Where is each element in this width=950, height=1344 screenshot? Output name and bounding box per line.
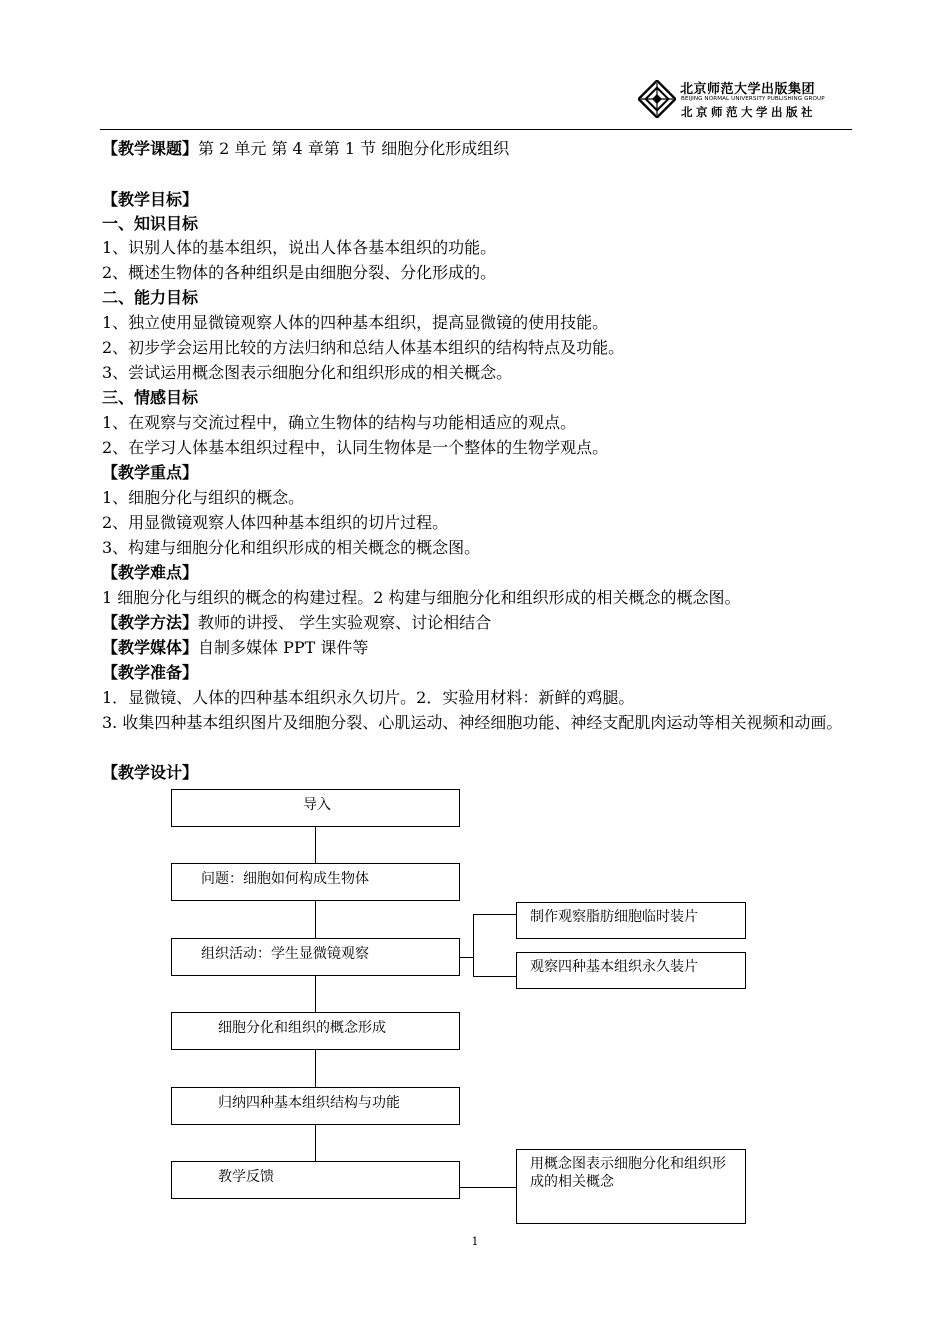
key-point-item: 1、细胞分化与组织的概念。 [102,488,305,507]
ability-heading: 二、能力目标 [102,288,199,307]
flow-connector [315,1125,316,1162]
key-points-heading: 【教学重点】 [102,463,199,482]
ability-item: 1、独立使用显微镜观察人体的四种基本组织，提高显微镜的使用技能。 [102,313,609,332]
flow-connector [315,976,316,1013]
publisher-english-name: BEIJING NORMAL UNIVERSITY PUBLISHING GROUP [681,96,825,102]
preparation-item: 3. 收集四种基本组织图片及细胞分裂、心肌运动、神经细胞功能、神经支配肌肉运动等相关视频和动画。 [102,713,843,732]
flow-connector [315,1050,316,1088]
ability-item: 3、尝试运用概念图表示细胞分化和组织形成的相关概念。 [102,363,513,382]
emotion-item: 1、在观察与交流过程中，确立生物体的结构与功能相适应的观点。 [102,413,577,432]
knowledge-item: 2、概述生物体的各种组织是由细胞分裂、分化形成的。 [102,263,497,282]
design-heading: 【教学设计】 [102,763,199,782]
knowledge-item: 1、识别人体的基本组织，说出人体各基本组织的功能。 [102,238,497,257]
branch-connector [473,914,516,915]
method-line [102,613,491,633]
flow-step-summary: 归纳四种基本组织结构与功能 [171,1087,460,1125]
method-label: 【教学方法】 [102,613,199,632]
flow-step-question: 问题：细胞如何构成生物体 [171,863,460,901]
side-box-fat-cell-slide: 制作观察脂肪细胞临时装片 [516,902,746,939]
feedback-connector [459,1187,516,1188]
topic-label: 【教学课题】 [102,139,199,158]
flow-step-feedback: 教学反馈 [171,1161,460,1199]
media-text: 自制多媒体 PPT 课件等 [198,638,369,657]
branch-connector [459,957,473,958]
flow-connector [315,826,316,864]
bnup-logo-icon [638,80,676,118]
publisher-name: 北京师范大学出版集团 [680,82,816,97]
preparation-heading: 【教学准备】 [102,663,199,682]
knowledge-heading: 一、知识目标 [102,214,199,233]
difficult-points-heading: 【教学难点】 [102,563,199,582]
emotion-item: 2、在学习人体基本组织过程中，认同生物体是一个整体的生物学观点。 [102,438,609,457]
branch-connector [473,914,474,976]
branch-connector [473,976,516,977]
publisher-subtitle: 北京师范大学出版社 [681,105,816,119]
emotion-heading: 三、情感目标 [102,388,199,407]
objectives-heading: 【教学目标】 [102,190,199,209]
flow-connector [315,901,316,939]
difficult-points-text: 1 细胞分化与组织的概念的构建过程。2 构建与细胞分化和组织形成的相关概念的概念图。 [102,588,741,607]
page-number: 1 [471,1235,479,1248]
topic-line [102,139,509,159]
side-box-concept-map: 用概念图表示细胞分化和组织形成的相关概念 [516,1149,746,1224]
key-point-item: 3、构建与细胞分化和组织形成的相关概念的概念图。 [102,538,481,557]
topic-text: 第 2 单元 第 4 章第 1 节 细胞分化形成组织 [198,139,510,158]
flow-step-concept: 细胞分化和组织的概念形成 [171,1012,460,1050]
ability-item: 2、初步学会运用比较的方法归纳和总结人体基本组织的结构特点及功能。 [102,338,625,357]
preparation-item: 1．显微镜、人体的四种基本组织永久切片。2．实验用材料：新鲜的鸡腿。 [102,688,635,707]
flow-step-activity: 组织活动：学生显微镜观察 [171,938,460,976]
header-rule [100,129,852,130]
media-line [102,638,368,658]
method-text: 教师的讲授、 学生实验观察、讨论相结合 [198,613,492,632]
side-box-permanent-slides: 观察四种基本组织永久装片 [516,952,746,989]
key-point-item: 2、用显微镜观察人体四种基本组织的切片过程。 [102,513,449,532]
flow-step-intro: 导入 [171,789,460,827]
media-label: 【教学媒体】 [102,638,199,657]
